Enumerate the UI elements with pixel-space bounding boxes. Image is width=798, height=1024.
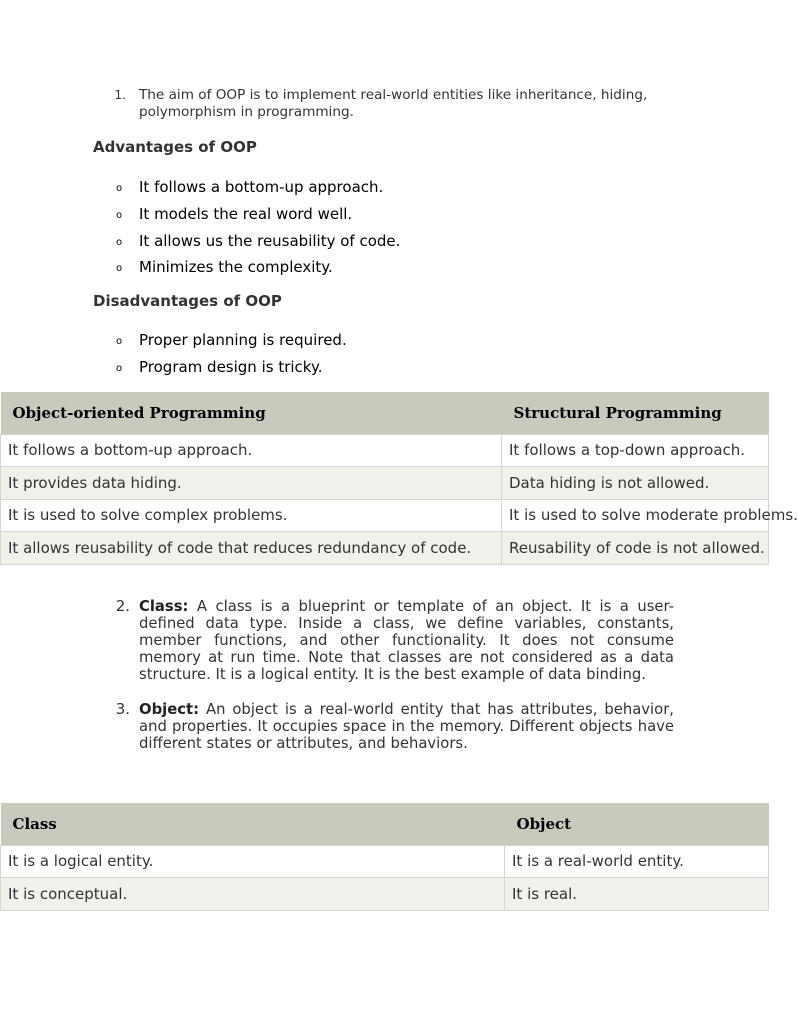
table-row xyxy=(1,499,769,532)
bullet-marker-icon: o xyxy=(116,336,123,347)
oop-vs-structural-table xyxy=(0,392,798,565)
table-cell: Reusability of code is not allowed. xyxy=(502,532,769,565)
bullet-marker-icon: o xyxy=(116,362,123,374)
table-header-row xyxy=(1,392,769,434)
column-header: Object-oriented Programming xyxy=(1,392,502,434)
list-item-text: Minimizes the complexity. xyxy=(139,258,333,277)
column-header: Object xyxy=(505,803,769,845)
table-cell: It is conceptual. xyxy=(1,878,505,911)
bullet-marker-icon: o xyxy=(116,236,123,248)
list-text xyxy=(139,701,674,752)
term-label: Object: xyxy=(139,701,200,718)
list-text: The aim of OOP is to implement real-world entities like inheritance, hiding, polymorphism in programming. xyxy=(139,87,648,120)
list-number: 2. xyxy=(115,597,130,615)
table-cell: It is used to solve moderate problems. xyxy=(502,499,769,532)
bullet-marker-icon: o xyxy=(116,209,123,221)
list-item xyxy=(0,331,768,358)
table-row xyxy=(1,434,769,467)
list-item xyxy=(0,232,768,259)
list-item xyxy=(0,358,768,385)
advantages-heading: Advantages of OOP xyxy=(93,138,257,156)
advantages-list xyxy=(0,178,768,285)
table-row xyxy=(1,878,769,911)
list-item xyxy=(0,205,768,232)
table-cell: It is a logical entity. xyxy=(1,845,505,878)
table-row xyxy=(1,845,769,878)
definition-text: A class is a blueprint or template of an object. It is a user-defined data type. Inside a class, we define variables, constants, member functions, and other functionality. It does not consume memory at run time. Note that classes are not considered as a data structure. It is a logical entity. It is the best example of data binding. xyxy=(139,598,674,683)
definition-text: An object is a real-world entity that has attributes, behavior, and properties. It occupies space in the memory. Different objects have different states or attributes, and behaviors. xyxy=(139,701,674,752)
table-cell: It is used to solve complex problems. xyxy=(1,499,502,532)
table-header-row xyxy=(1,803,769,845)
table-cell: It is real. xyxy=(505,878,769,911)
table-cell: It allows reusability of code that reduces redundancy of code. xyxy=(1,532,502,565)
list-text xyxy=(139,598,674,683)
list-item-text: Proper planning is required. xyxy=(139,331,347,349)
column-header: Structural Programming xyxy=(502,392,769,434)
table-cell: Data hiding is not allowed. xyxy=(502,467,769,500)
list-number: 1. xyxy=(114,88,126,102)
table-cell: It is a real-world entity. xyxy=(505,845,769,878)
table-row xyxy=(1,467,769,500)
bullet-marker-icon: o xyxy=(116,263,123,275)
list-item xyxy=(0,258,768,285)
disadvantages-list xyxy=(0,331,768,385)
term-label: Class: xyxy=(139,598,189,615)
bullet-marker-icon: o xyxy=(116,183,123,194)
list-item-text: Program design is tricky. xyxy=(139,357,323,376)
disadvantages-heading: Disadvantages of OOP xyxy=(93,292,282,310)
class-vs-object-table xyxy=(0,803,769,911)
list-number: 3. xyxy=(115,700,130,718)
list-item-text: It follows a bottom-up approach. xyxy=(139,178,384,196)
list-item-text: It models the real word well. xyxy=(139,204,353,223)
table-cell: It follows a top-down approach. xyxy=(502,434,769,467)
table-row xyxy=(1,532,769,565)
table-cell: It follows a bottom-up approach. xyxy=(1,434,502,467)
table-cell: It provides data hiding. xyxy=(1,467,502,500)
column-header: Class xyxy=(1,803,505,845)
list-item xyxy=(0,178,768,205)
list-item-text: It allows us the reusability of code. xyxy=(139,231,401,250)
